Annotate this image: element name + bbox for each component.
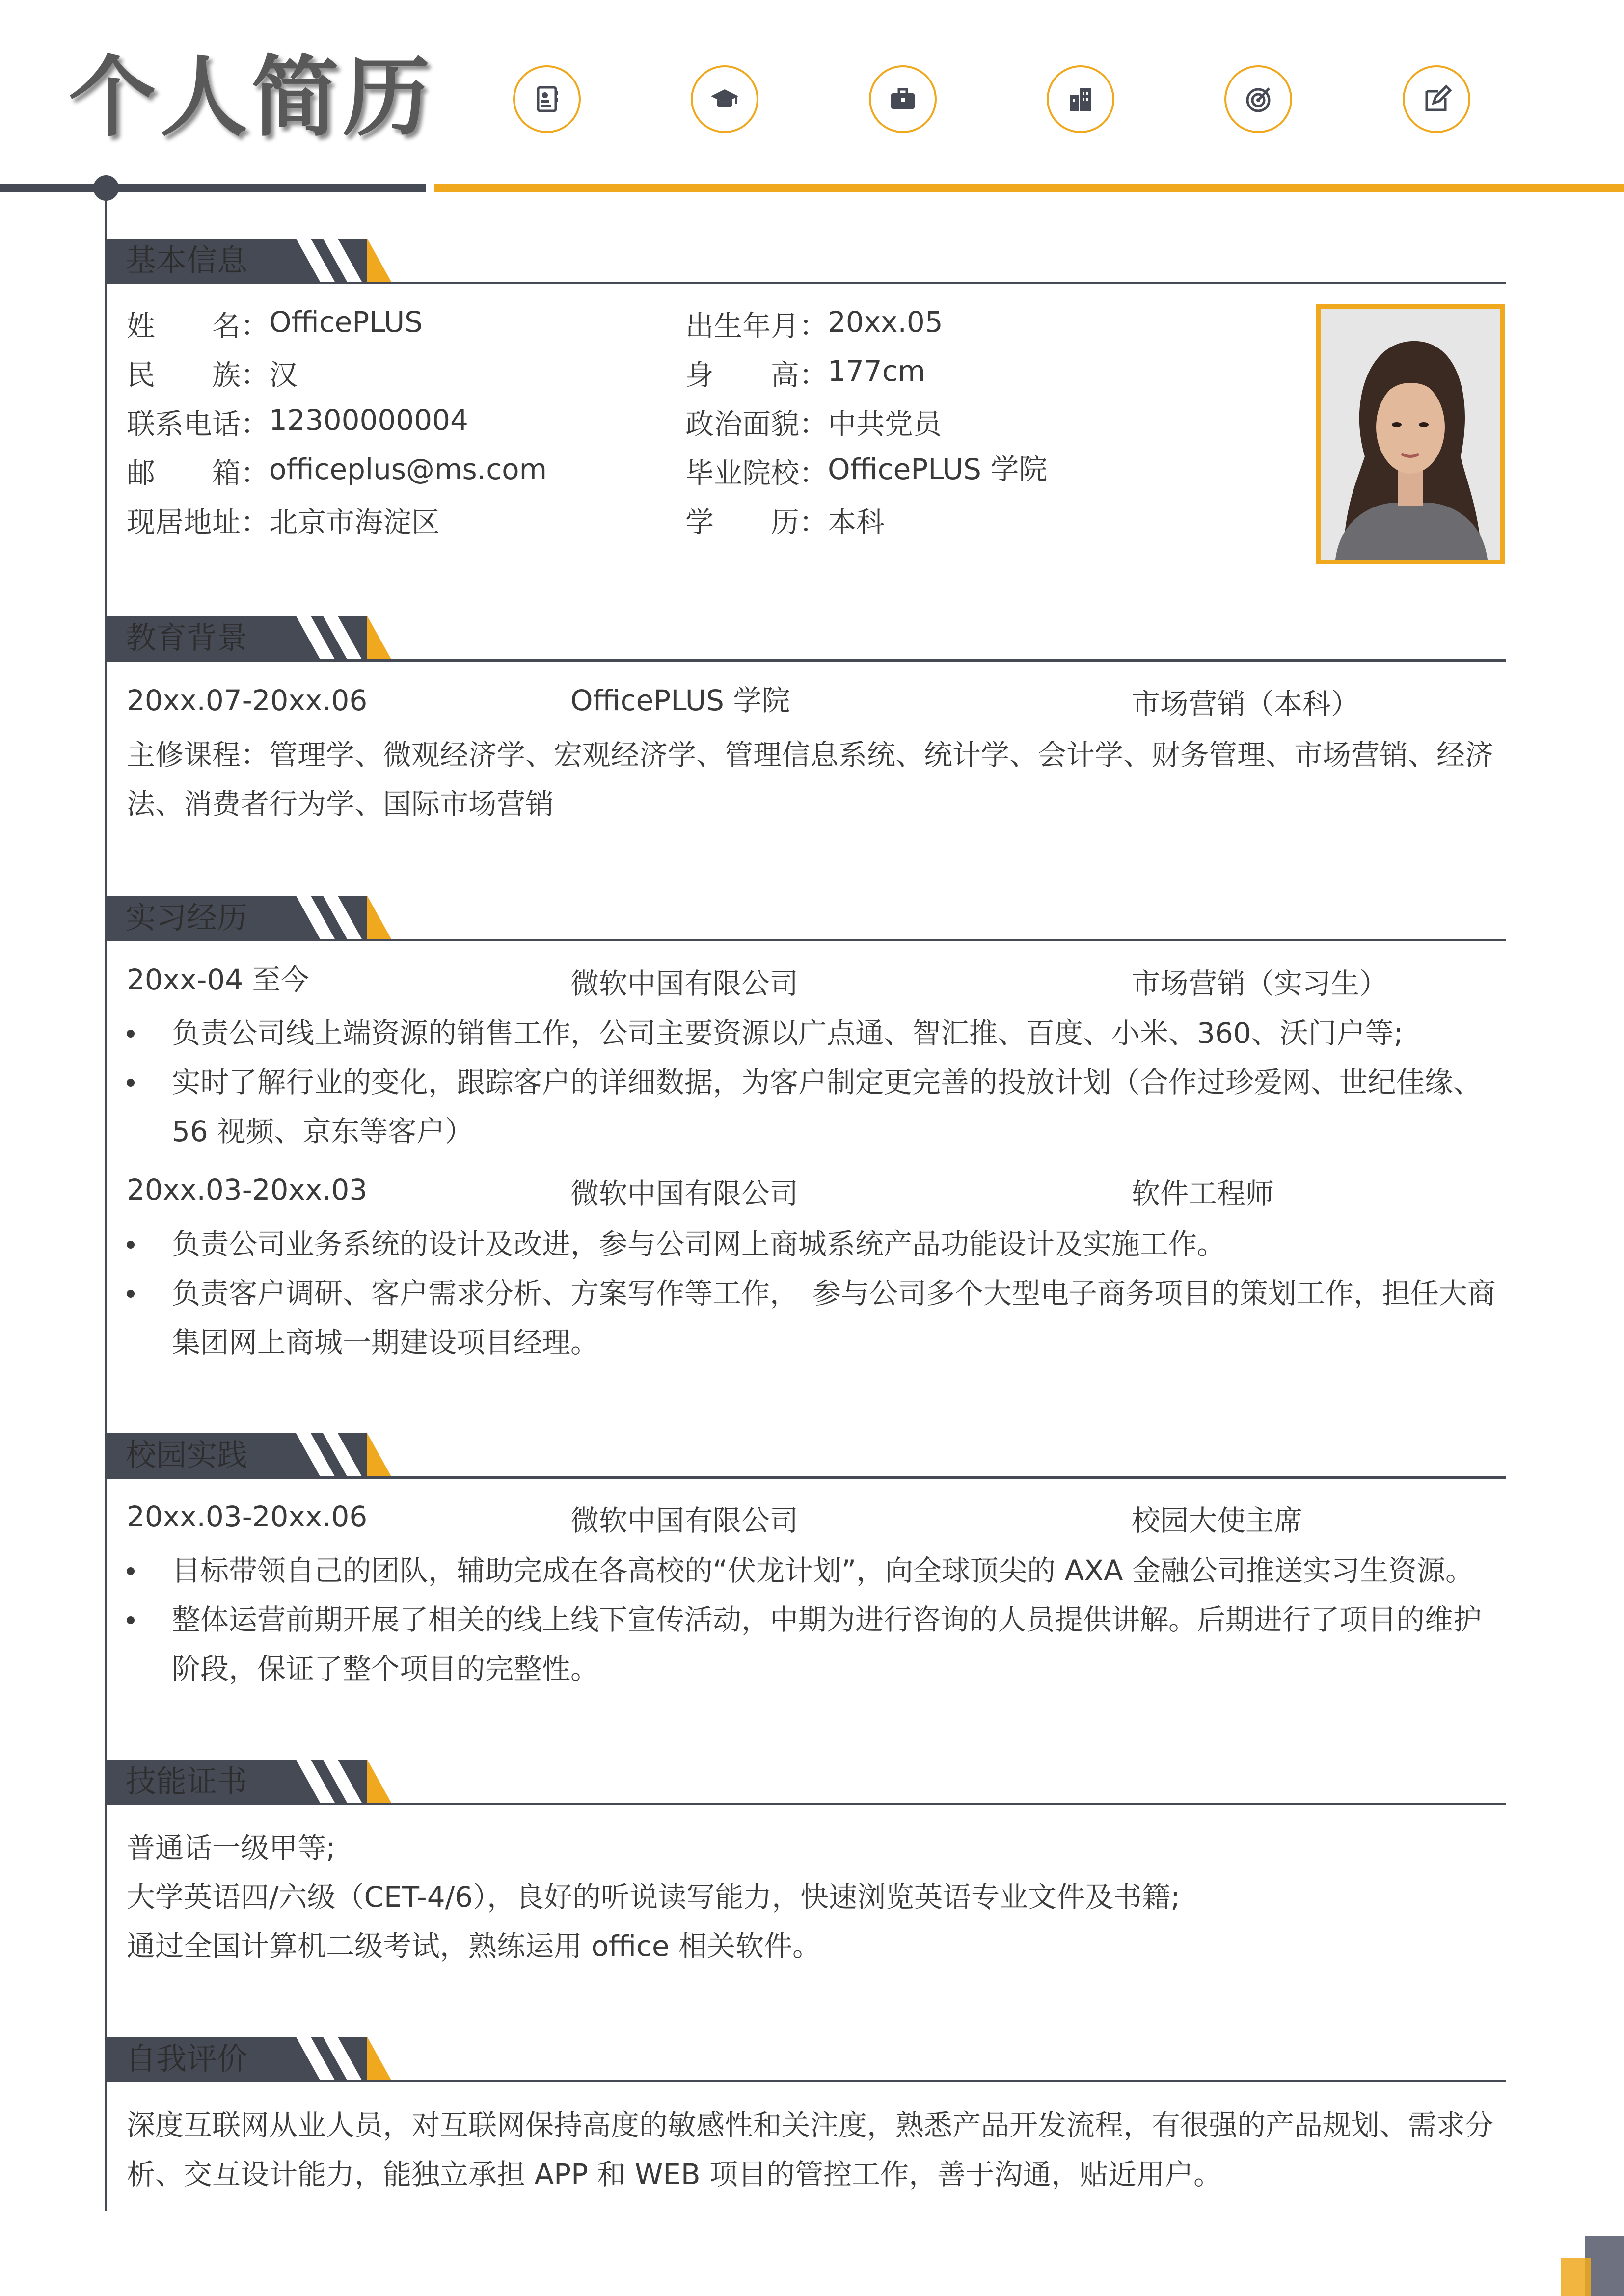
- field-value-height: 177cm: [828, 354, 926, 388]
- job2-company: 微软中国有限公司: [570, 1177, 799, 1210]
- job1-role: 市场营销（实习生）: [1132, 967, 1388, 1000]
- timeline-line: [105, 191, 107, 2211]
- job2-role: 软件工程师: [1132, 1177, 1274, 1210]
- job2-period: 20xx.03-20xx.03: [127, 1173, 368, 1206]
- education-courses: 主修课程：管理学、微观经济学、宏观经济学、管理信息系统、统计学、会计学、财务管理、市场营销、经济法、消费者行为学、国际市场营销: [127, 738, 1494, 821]
- field-value-name: OfficePLUS: [269, 305, 423, 339]
- field-value-ethnic: 汉: [269, 358, 298, 392]
- skill-line-3: 通过全国计算机二级考试，熟练运用 office 相关软件。: [127, 1929, 821, 1963]
- section-self-header: [107, 2037, 1506, 2082]
- field-label-height: 身 高：: [685, 358, 828, 392]
- section-campus-header: [107, 1433, 1506, 1478]
- field-label-name: 姓 名：: [127, 309, 270, 343]
- graduation-cap-icon: [691, 65, 758, 133]
- header-bar-dark: [0, 184, 426, 192]
- skill-line-2: 大学英语四/六级（CET-4/6），良好的听说读写能力，快速浏览英语专业文件及书籍;: [127, 1880, 1180, 1914]
- field-label-political: 政治面貌：: [685, 407, 828, 441]
- education-period: 20xx.07-20xx.06: [127, 684, 368, 717]
- field-label-ethnic: 民 族：: [127, 358, 270, 392]
- section-basic-title: 基本信息: [126, 242, 248, 278]
- campus-role: 校园大使主席: [1132, 1504, 1303, 1537]
- job1-company: 微软中国有限公司: [570, 967, 799, 1000]
- skill-line-1: 普通话一级甲等;: [127, 1831, 336, 1865]
- field-label-school: 毕业院校：: [685, 456, 828, 490]
- building-icon: [1047, 65, 1114, 133]
- profile-photo: [1316, 304, 1505, 564]
- field-label-email: 邮 箱：: [127, 456, 270, 490]
- section-education-header: [107, 616, 1506, 661]
- education-major: 市场营销（本科）: [1132, 687, 1360, 721]
- field-value-address: 北京市海淀区: [269, 506, 440, 539]
- field-label-address: 现居地址：: [127, 506, 270, 539]
- self-evaluation-text: 深度互联网从业人员，对互联网保持高度的敏感性和关注度，熟悉产品开发流程，有很强的产品规划、需求分析、交互设计能力，能独立承担 APP 和 WEB 项目的管控工作，善于沟通，贴近用户。: [127, 2109, 1494, 2191]
- field-value-degree: 本科: [828, 506, 885, 539]
- section-education-title: 教育背景: [126, 620, 248, 656]
- field-value-school: OfficePLUS 学院: [828, 453, 1048, 486]
- briefcase-icon: [869, 65, 937, 133]
- field-label-phone: 联系电话：: [127, 407, 270, 441]
- field-value-email: officeplus@ms.com: [269, 453, 547, 486]
- campus-company: 微软中国有限公司: [570, 1504, 799, 1537]
- target-icon: [1224, 65, 1292, 133]
- section-internship-title: 实习经历: [126, 900, 248, 935]
- campus-bullet-1: 目标带领自己的团队，辅助完成在各高校的“伏龙计划”，向全球顶尖的 AXA 金融公司推送实习生资源。: [127, 1546, 1506, 1595]
- section-skills-header: [107, 1760, 1506, 1805]
- corner-decoration-dark: [1585, 2236, 1624, 2296]
- field-label-birth: 出生年月：: [685, 309, 828, 343]
- section-campus-title: 校园实践: [126, 1437, 248, 1473]
- corner-decoration-gold: [1561, 2258, 1591, 2296]
- section-self-title: 自我评价: [126, 2041, 248, 2077]
- job1-period: 20xx-04 至今: [127, 963, 309, 996]
- resume-title: 个人简历: [69, 47, 434, 148]
- job2-bullet-2: 负责客户调研、客户需求分析、方案写作等工作， 参与公司多个大型电子商务项目的策划工作，担任大商集团网上商城一期建设项目经理。: [127, 1269, 1506, 1367]
- contact-card-icon: [513, 65, 581, 133]
- campus-bullet-2: 整体运营前期开展了相关的线上线下宣传活动，中期为进行咨询的人员提供讲解。后期进行了项目的维护阶段，保证了整个项目的完整性。: [127, 1595, 1506, 1693]
- field-value-political: 中共党员: [828, 407, 942, 441]
- campus-period: 20xx.03-20xx.06: [127, 1500, 368, 1533]
- section-skills-title: 技能证书: [126, 1763, 248, 1799]
- header-bar-gold: [434, 184, 1624, 192]
- field-value-phone: 12300000004: [269, 403, 468, 437]
- field-label-degree: 学 历：: [685, 506, 828, 539]
- education-school: OfficePLUS 学院: [570, 684, 790, 717]
- field-value-birth: 20xx.05: [828, 305, 943, 339]
- job2-bullet-1: 负责公司业务系统的设计及改进，参与公司网上商城系统产品功能设计及实施工作。: [127, 1220, 1506, 1269]
- section-internship-header: [107, 896, 1506, 941]
- job1-bullet-2: 实时了解行业的变化，跟踪客户的详细数据，为客户制定更完善的投放计划（合作过珍爱网、世纪佳缘、56 视频、京东等客户）: [127, 1058, 1506, 1156]
- section-basic-header: [107, 239, 1506, 284]
- job1-bullet-1: 负责公司线上端资源的销售工作，公司主要资源以广点通、智汇推、百度、小米、360、沃门户等;: [127, 1009, 1506, 1058]
- edit-icon: [1403, 65, 1470, 133]
